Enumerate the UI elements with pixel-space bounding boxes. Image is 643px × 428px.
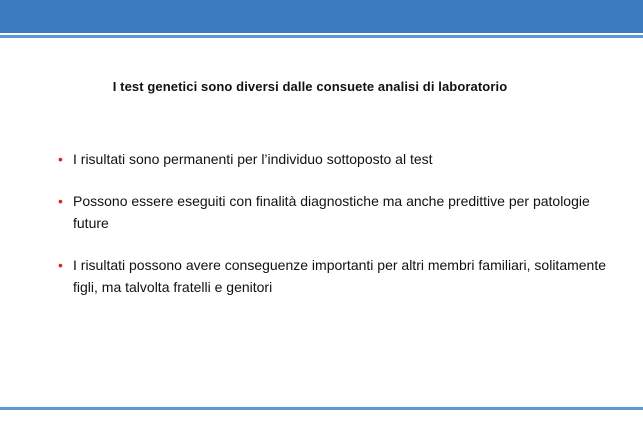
slide-title: I test genetici sono diversi dalle consuete analisi di laboratorio: [112, 79, 508, 94]
bullet-item: [58, 148, 618, 170]
bullet-text: I risultati possono avere conseguenze importanti per altri membri familiari, solitamente figli, ma talvolta fratelli e genitori: [73, 257, 607, 295]
header-divider: [0, 35, 643, 38]
bullet-item: [58, 190, 618, 234]
bullet-icon: •: [58, 257, 63, 273]
header-bar: [0, 0, 643, 33]
bullet-text: Possono essere eseguiti con finalità diagnostiche ma anche predittive per patologie future: [73, 193, 590, 231]
bullet-icon: •: [58, 151, 63, 167]
bullet-text: I risultati sono permanenti per l’individuo sottoposto al test: [73, 151, 433, 167]
bullet-item: [58, 254, 618, 298]
footer-divider: [0, 407, 643, 410]
bullet-icon: •: [58, 193, 63, 209]
bullet-list: [58, 148, 618, 318]
